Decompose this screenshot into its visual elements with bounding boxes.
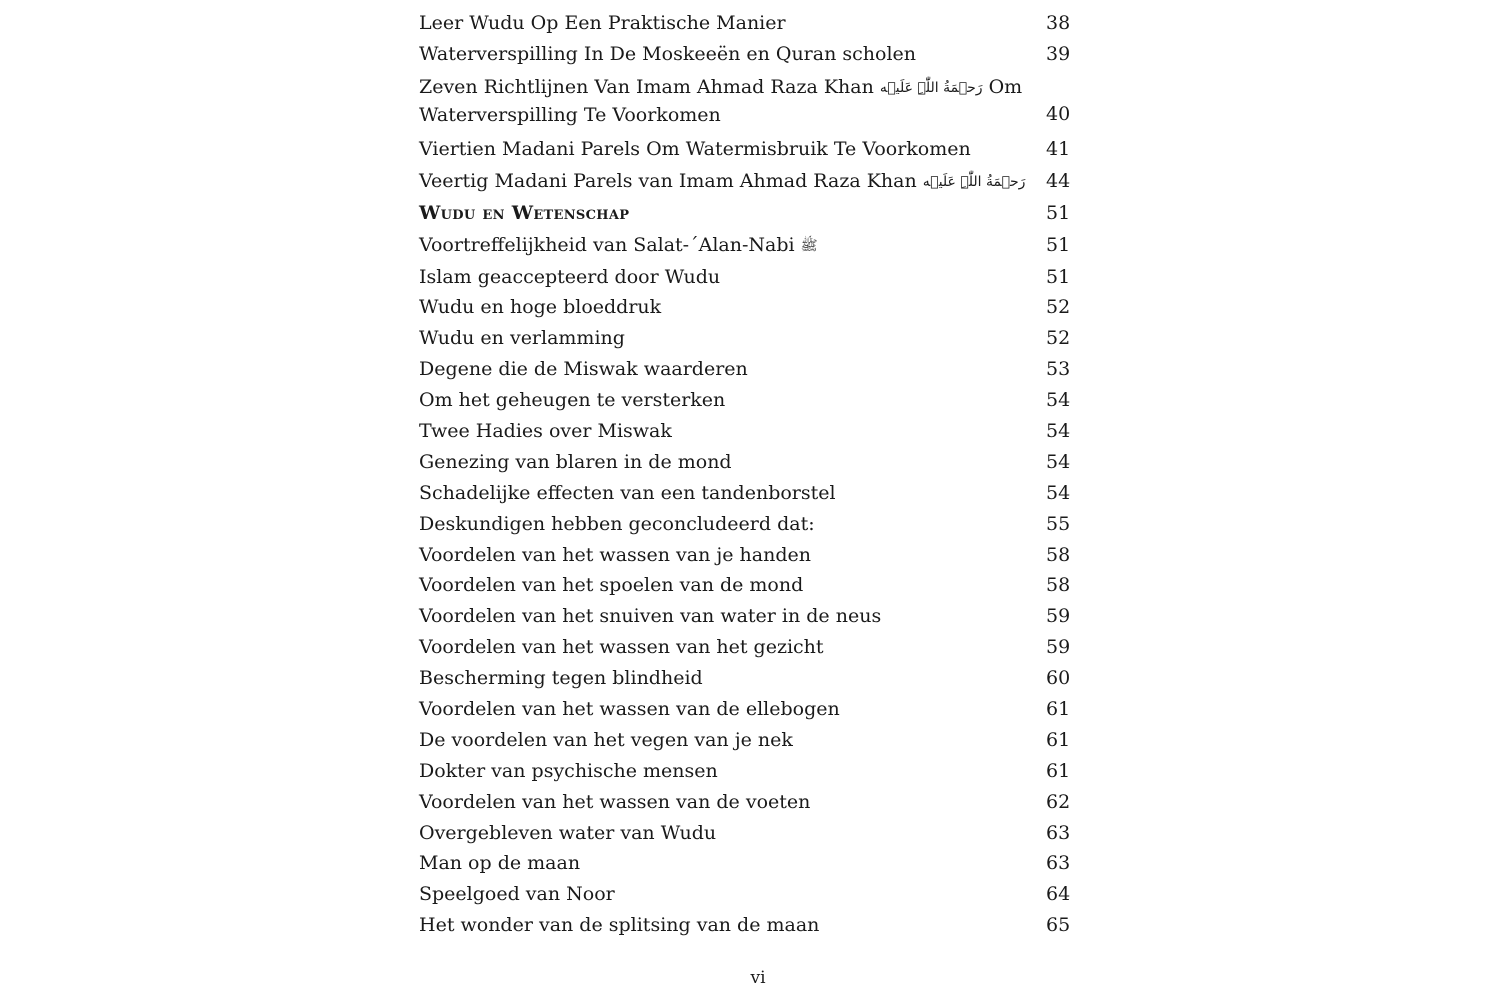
section-heading-title: Wudu en Wetenschap [419, 201, 630, 224]
toc-entry-page: 39 [1046, 42, 1071, 65]
toc-entry-title: Genezing van blaren in de mond [419, 450, 732, 473]
toc-entry [419, 165, 1079, 198]
toc-entry-title: Schadelijke effecten van een tandenborstel [419, 481, 836, 504]
toc-entry [419, 910, 1079, 941]
toc-entry-title-part: Zeven Richtlijnen Van Imam Ahmad Raza Khan [419, 75, 874, 98]
toc-entry-page: 58 [1046, 543, 1071, 566]
toc-entry-title: Voordelen van het wassen van de ellebogen [419, 698, 840, 721]
page-number: vi [750, 968, 766, 988]
toc-entry [419, 787, 1079, 818]
toc-entry-page: 65 [1046, 914, 1071, 937]
toc-entry-title: Waterverspilling In De Moskeeën en Quran scholen [419, 42, 916, 65]
toc-section-heading [419, 198, 1079, 229]
toc-entry-page: 61 [1046, 698, 1071, 721]
toc-entry-page: 52 [1046, 296, 1071, 319]
toc-entry-title: Wudu en verlamming [419, 327, 625, 350]
toc-entry-page: 63 [1046, 852, 1071, 875]
toc-entry-page: 51 [1046, 201, 1071, 224]
toc-entry-page: 52 [1046, 327, 1071, 350]
toc-entry-page: 41 [1046, 137, 1071, 160]
toc-entry-title: Speelgoed van Noor [419, 883, 615, 906]
toc-entry [419, 756, 1079, 787]
toc-entry [419, 416, 1079, 447]
toc-entry [419, 292, 1079, 323]
toc-entry [419, 70, 1079, 134]
toc-entry-page: 58 [1046, 574, 1071, 597]
toc-entry-title: Voordelen van het spoelen van de mond [419, 574, 804, 597]
arabic-honorific: رَحۡمَةُ اللّٰہِ عَلَيۡه [922, 173, 1026, 190]
toc-entry-title-part: Om Waterverspilling Te Voorkomen [419, 75, 1023, 126]
toc-entry-title: Het wonder van de splitsing van de maan [419, 914, 820, 937]
toc-entry [419, 818, 1079, 849]
toc-entry [419, 848, 1079, 879]
toc-entry [419, 323, 1079, 354]
toc-entry [419, 725, 1079, 756]
salutation-ligature: ﷺ [800, 237, 818, 254]
toc-entry [419, 229, 1079, 262]
toc-entry-page: 55 [1046, 512, 1071, 535]
toc-entry [419, 663, 1079, 694]
toc-entry-page: 54 [1046, 450, 1071, 473]
toc-entry-page: 54 [1046, 420, 1071, 443]
toc-entry-page: 53 [1046, 358, 1071, 381]
toc-entry-title-part: Voortreffelijkheid van Salat-´Alan-Nabi [419, 233, 795, 256]
toc-entry [419, 8, 1079, 39]
toc-entry-title: Viertien Madani Parels Om Watermisbruik Te Voorkomen [419, 137, 971, 160]
toc-entry-page: 60 [1046, 667, 1071, 690]
toc-entry [419, 447, 1079, 478]
toc-entry-page: 62 [1046, 790, 1071, 813]
toc-entry-title: De voordelen van het vegen van je nek [419, 728, 793, 751]
toc-entry-title [419, 229, 818, 263]
toc-entry-page: 63 [1046, 821, 1071, 844]
toc-entry-page: 51 [1046, 265, 1071, 288]
toc-entry-page: 54 [1046, 481, 1071, 504]
toc-entry-page: 59 [1046, 636, 1071, 659]
toc-entry-title: Voordelen van het wassen van de voeten [419, 790, 811, 813]
toc-entry [419, 632, 1079, 663]
toc-entry [419, 879, 1079, 910]
toc-entry-title: Islam geaccepteerd door Wudu [419, 265, 721, 288]
toc-entry [419, 134, 1079, 165]
toc-entry-title: Leer Wudu Op Een Praktische Manier [419, 12, 786, 34]
arabic-honorific: رَحۡمَةُ اللّٰہِ عَلَيۡه [879, 79, 983, 96]
toc-entry [419, 570, 1079, 601]
toc-entry-title: Degene die de Miswak waarderen [419, 358, 748, 381]
toc-entry-page: 54 [1046, 389, 1071, 412]
toc-entry [419, 601, 1079, 632]
toc-entry-title: Bescherming tegen blindheid [419, 667, 703, 690]
toc-entry-title [419, 165, 1025, 199]
toc-entry-page: 40 [1046, 102, 1071, 125]
toc-entry-title: Om het geheugen te versterken [419, 389, 726, 412]
toc-entry-title: Deskundigen hebben geconcludeerd dat: [419, 512, 815, 535]
toc-entry-title: Man op de maan [419, 852, 581, 875]
toc-entry [419, 39, 1079, 70]
toc-entry-page: 38 [1046, 12, 1071, 34]
toc-entry-title: Overgebleven water van Wudu [419, 821, 717, 844]
toc-entry-page: 64 [1046, 883, 1071, 906]
toc-entry [419, 509, 1079, 540]
toc-entry-page: 61 [1046, 728, 1071, 751]
toc-entry [419, 540, 1079, 571]
toc-entry-title-part: Veertig Madani Parels van Imam Ahmad Raza Khan [419, 169, 917, 192]
toc-entry-page: 51 [1046, 233, 1071, 256]
toc-entry [419, 354, 1079, 385]
toc-entry-title: Twee Hadies over Miswak [419, 420, 672, 443]
toc-entry-title: Wudu en hoge bloeddruk [419, 296, 662, 319]
toc-entry-title [419, 74, 1079, 129]
toc-entry [419, 694, 1079, 725]
toc-entry-page: 44 [1046, 169, 1071, 192]
toc-entry-page: 59 [1046, 605, 1071, 628]
toc-entry [419, 385, 1079, 416]
table-of-contents [419, 8, 1079, 941]
toc-entry-title: Voordelen van het wassen van je handen [419, 543, 812, 566]
toc-entry-page: 61 [1046, 759, 1071, 782]
toc-entry-title: Voordelen van het snuiven van water in de neus [419, 605, 882, 628]
toc-entry-title: Voordelen van het wassen van het gezicht [419, 636, 824, 659]
toc-entry [419, 262, 1079, 293]
toc-entry [419, 478, 1079, 509]
toc-entry-title: Dokter van psychische mensen [419, 759, 718, 782]
